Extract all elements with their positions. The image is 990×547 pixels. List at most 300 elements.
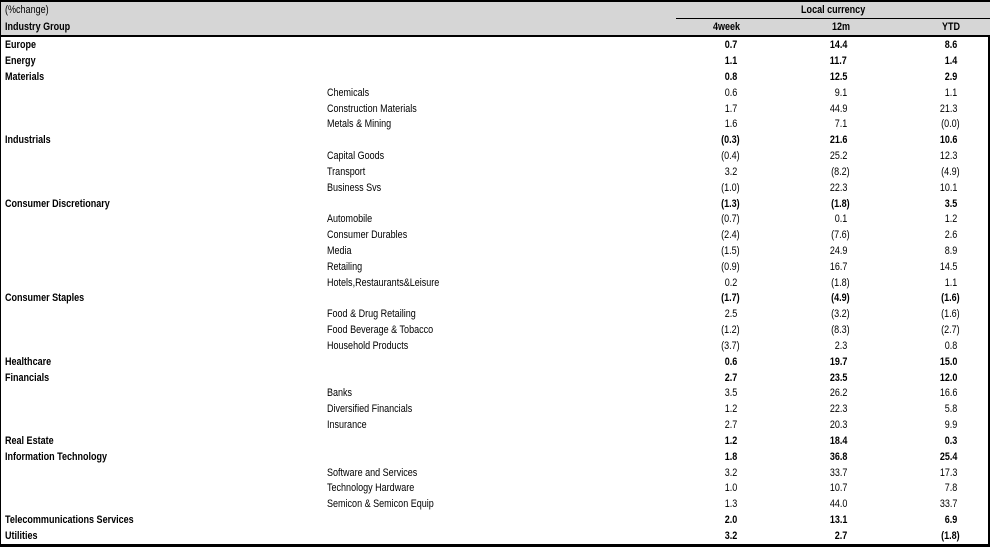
row-label: Energy (5, 55, 36, 68)
industry-subgroup-cell (1, 306, 676, 322)
cell-value: 1.7 (724, 102, 737, 115)
cell-value: 16.7 (829, 260, 847, 273)
cell-value: 7.1 (834, 118, 847, 131)
value-cell-12m (741, 512, 851, 528)
filler-cell (961, 243, 990, 259)
value-cell-ytd (851, 338, 961, 354)
value-cell-4week (676, 354, 741, 370)
column-header-4week (676, 19, 741, 37)
value-cell-4week (676, 196, 741, 212)
cell-value: 1.4 (944, 55, 957, 68)
filler-cell (961, 69, 990, 85)
value-cell-4week (676, 401, 741, 417)
value-cell-4week (676, 259, 741, 275)
industry-group-cell (1, 354, 676, 370)
cell-value: 2.7 (724, 371, 737, 384)
cell-value: 16.6 (939, 387, 957, 400)
row-label: Transport (327, 165, 366, 178)
cell-value: 3.5 (944, 197, 957, 210)
table-row (1, 85, 990, 101)
value-cell-12m (741, 101, 851, 117)
value-cell-ytd (851, 306, 961, 322)
cell-value: (2.7) (941, 324, 960, 337)
value-cell-12m (741, 85, 851, 101)
value-cell-12m (741, 370, 851, 386)
row-header-industry-group (1, 19, 676, 37)
cell-value: 3.2 (724, 529, 737, 542)
value-cell-12m (741, 354, 851, 370)
cell-value: 24.9 (829, 244, 847, 257)
cell-value: 22.3 (829, 403, 847, 416)
value-cell-ytd (851, 164, 961, 180)
value-cell-ytd (851, 53, 961, 69)
filler-cell (961, 433, 990, 449)
value-cell-ytd (851, 36, 961, 53)
cell-value: (0.3) (721, 134, 740, 147)
industry-group-cell (1, 433, 676, 449)
value-cell-4week (676, 417, 741, 433)
row-label: Hotels,Restaurants&Leisure (327, 276, 440, 289)
value-cell-12m (741, 36, 851, 53)
cell-value: (1.8) (831, 276, 850, 289)
value-cell-4week (676, 386, 741, 402)
value-cell-ytd (851, 401, 961, 417)
industry-subgroup-cell (1, 180, 676, 196)
value-cell-4week (676, 69, 741, 85)
row-label: Consumer Durables (327, 229, 408, 242)
value-cell-12m (741, 116, 851, 132)
cell-value: 8.9 (944, 244, 957, 257)
value-cell-4week (676, 164, 741, 180)
filler-cell (961, 370, 990, 386)
cell-value: 44.0 (829, 498, 847, 511)
value-cell-ytd (851, 417, 961, 433)
value-cell-ytd (851, 449, 961, 465)
cell-value: 0.6 (724, 86, 737, 99)
cell-value: (0.9) (721, 260, 740, 273)
cell-value: 25.2 (829, 150, 847, 163)
industry-subgroup-cell (1, 259, 676, 275)
value-cell-12m (741, 528, 851, 544)
row-label: Healthcare (5, 355, 52, 368)
header-row-group (1, 2, 990, 19)
cell-value: 2.5 (724, 308, 737, 321)
row-label: Information Technology (5, 450, 108, 463)
value-cell-12m (741, 465, 851, 481)
filler-cell (961, 180, 990, 196)
table-row (1, 306, 990, 322)
cell-value: (1.3) (721, 197, 740, 210)
value-cell-4week (676, 275, 741, 291)
row-label: Chemicals (327, 86, 370, 99)
row-label: Real Estate (5, 434, 54, 447)
industry-group-cell (1, 196, 676, 212)
value-cell-ytd (851, 211, 961, 227)
cell-value: 0.6 (724, 355, 737, 368)
table-row (1, 401, 990, 417)
cell-value: 9.9 (944, 419, 957, 432)
cell-value: 1.6 (724, 118, 737, 131)
table-row (1, 211, 990, 227)
value-cell-4week (676, 370, 741, 386)
industry-subgroup-cell (1, 243, 676, 259)
cell-value: 1.2 (944, 213, 957, 226)
cell-value: (1.8) (831, 197, 850, 210)
cell-value: (1.8) (941, 529, 960, 542)
filler-cell (961, 322, 990, 338)
column-header-12m (741, 19, 851, 37)
performance-table (1, 2, 990, 544)
table-row (1, 148, 990, 164)
filler-cell (961, 211, 990, 227)
cell-value: 1.1 (944, 276, 957, 289)
value-cell-4week (676, 132, 741, 148)
industry-group-cell (1, 53, 676, 69)
value-cell-12m (741, 259, 851, 275)
value-cell-4week (676, 85, 741, 101)
percent-change-note (1, 2, 676, 19)
cell-value: 6.9 (944, 514, 957, 527)
cell-value: (4.9) (831, 292, 850, 305)
industry-subgroup-cell (1, 417, 676, 433)
industry-group-cell (1, 132, 676, 148)
value-cell-ytd (851, 354, 961, 370)
value-cell-12m (741, 433, 851, 449)
value-cell-12m (741, 417, 851, 433)
cell-value: 9.1 (834, 86, 847, 99)
filler-cell (961, 449, 990, 465)
cell-value: (1.6) (941, 292, 960, 305)
value-cell-ytd (851, 322, 961, 338)
filler-cell (961, 401, 990, 417)
row-label: Media (327, 244, 352, 257)
value-cell-ytd (851, 180, 961, 196)
value-cell-ytd (851, 370, 961, 386)
cell-value: 5.8 (944, 403, 957, 416)
table-header (1, 2, 990, 36)
value-cell-12m (741, 164, 851, 180)
table-row (1, 36, 990, 53)
cell-value: (2.4) (721, 229, 740, 242)
filler-cell (961, 53, 990, 69)
value-cell-12m (741, 196, 851, 212)
industry-subgroup-cell (1, 322, 676, 338)
table-row (1, 259, 990, 275)
value-cell-12m (741, 291, 851, 307)
cell-value: 33.7 (939, 498, 957, 511)
value-cell-ytd (851, 275, 961, 291)
cell-value: 2.9 (944, 70, 957, 83)
cell-value: 2.0 (724, 514, 737, 527)
table-row (1, 433, 990, 449)
value-cell-4week (676, 211, 741, 227)
value-cell-ytd (851, 196, 961, 212)
cell-value: 1.3 (724, 498, 737, 511)
cell-value: 1.2 (724, 434, 737, 447)
cell-value: 10.6 (939, 134, 957, 147)
industry-subgroup-cell (1, 496, 676, 512)
cell-value: (7.6) (831, 229, 850, 242)
value-cell-12m (741, 227, 851, 243)
industry-group-cell (1, 36, 676, 53)
cell-value: (1.6) (941, 308, 960, 321)
cell-value: (4.9) (941, 165, 960, 178)
header-row-columns (1, 19, 990, 37)
cell-value: (1.2) (721, 324, 740, 337)
value-cell-ytd (851, 132, 961, 148)
value-cell-4week (676, 227, 741, 243)
value-cell-ytd (851, 465, 961, 481)
filler-cell (961, 196, 990, 212)
row-label: Business Svs (327, 181, 382, 194)
table-row (1, 291, 990, 307)
value-cell-12m (741, 338, 851, 354)
cell-value: 12.3 (939, 150, 957, 163)
value-cell-ytd (851, 386, 961, 402)
industry-subgroup-cell (1, 338, 676, 354)
cell-value: 0.8 (724, 70, 737, 83)
filler-cell (961, 101, 990, 117)
cell-value: 20.3 (829, 419, 847, 432)
value-cell-ytd (851, 433, 961, 449)
cell-value: 3.2 (724, 466, 737, 479)
value-cell-ytd (851, 243, 961, 259)
row-label: Europe (5, 39, 37, 52)
row-label: Industrials (5, 134, 51, 147)
industry-group-cell (1, 69, 676, 85)
cell-value: 8.6 (944, 39, 957, 52)
value-cell-4week (676, 528, 741, 544)
row-label: Semicon & Semicon Equip (327, 498, 434, 511)
value-cell-12m (741, 148, 851, 164)
value-cell-4week (676, 243, 741, 259)
cell-value: 10.1 (939, 181, 957, 194)
value-cell-4week (676, 338, 741, 354)
cell-value: 21.6 (829, 134, 847, 147)
group-header-local-currency (676, 2, 990, 19)
row-label: Food Beverage & Tobacco (327, 324, 434, 337)
value-cell-12m (741, 180, 851, 196)
value-cell-4week (676, 433, 741, 449)
value-cell-ytd (851, 481, 961, 497)
row-label: Telecommunications Services (5, 514, 134, 527)
cell-value: 7.8 (944, 482, 957, 495)
industry-subgroup-cell (1, 401, 676, 417)
filler-cell (961, 36, 990, 53)
cell-value: (1.0) (721, 181, 740, 194)
table-row (1, 528, 990, 544)
cell-value: 0.7 (724, 39, 737, 52)
industry-group-label: Industry Group (5, 20, 71, 33)
filler-cell (961, 275, 990, 291)
cell-value: 13.1 (829, 514, 847, 527)
value-cell-12m (741, 322, 851, 338)
filler-cell (961, 386, 990, 402)
row-label: Consumer Staples (5, 292, 85, 305)
filler-cell (961, 417, 990, 433)
value-cell-12m (741, 386, 851, 402)
cell-value: 14.5 (939, 260, 957, 273)
cell-value: 1.0 (724, 482, 737, 495)
cell-value: 44.9 (829, 102, 847, 115)
value-cell-4week (676, 116, 741, 132)
industry-subgroup-cell (1, 386, 676, 402)
row-label: Software and Services (327, 466, 418, 479)
cell-value: (0.0) (941, 118, 960, 131)
row-label: Materials (5, 70, 45, 83)
cell-value: 0.8 (944, 339, 957, 352)
industry-subgroup-cell (1, 148, 676, 164)
industry-subgroup-cell (1, 116, 676, 132)
cell-value: 0.1 (834, 213, 847, 226)
cell-value: 23.5 (829, 371, 847, 384)
cell-value: 2.7 (834, 529, 847, 542)
value-cell-4week (676, 180, 741, 196)
table-row (1, 481, 990, 497)
row-label: Retailing (327, 260, 363, 273)
table-row (1, 69, 990, 85)
filler-cell (961, 164, 990, 180)
industry-group-cell (1, 512, 676, 528)
cell-value: 10.7 (829, 482, 847, 495)
cell-value: (8.2) (831, 165, 850, 178)
value-cell-ytd (851, 85, 961, 101)
filler-cell (961, 148, 990, 164)
value-cell-12m (741, 481, 851, 497)
cell-value: (0.7) (721, 213, 740, 226)
filler-cell (961, 354, 990, 370)
table-row (1, 496, 990, 512)
value-cell-12m (741, 53, 851, 69)
value-cell-12m (741, 132, 851, 148)
value-cell-ytd (851, 116, 961, 132)
cell-value: 1.2 (724, 403, 737, 416)
value-cell-ytd (851, 227, 961, 243)
cell-value: (1.5) (721, 244, 740, 257)
cell-value: 22.3 (829, 181, 847, 194)
cell-value: 26.2 (829, 387, 847, 400)
value-cell-12m (741, 401, 851, 417)
column-header-ytd (851, 19, 961, 37)
cell-value: 3.5 (724, 387, 737, 400)
row-label: Construction Materials (327, 102, 417, 115)
value-cell-12m (741, 69, 851, 85)
value-cell-4week (676, 465, 741, 481)
table-row (1, 53, 990, 69)
value-cell-ytd (851, 101, 961, 117)
row-label: Banks (327, 387, 353, 400)
cell-value: 36.8 (829, 450, 847, 463)
row-label: Technology Hardware (327, 482, 415, 495)
row-label: Financials (5, 371, 50, 384)
cell-value: 18.4 (829, 434, 847, 447)
row-label: Capital Goods (327, 150, 385, 163)
industry-subgroup-cell (1, 275, 676, 291)
cell-value: 19.7 (829, 355, 847, 368)
value-cell-4week (676, 512, 741, 528)
value-cell-ytd (851, 148, 961, 164)
filler-cell (961, 512, 990, 528)
cell-value: 25.4 (939, 450, 957, 463)
filler-cell (961, 227, 990, 243)
cell-value: 14.4 (829, 39, 847, 52)
cell-value: 2.6 (944, 229, 957, 242)
row-label: Household Products (327, 339, 409, 352)
filler-cell (961, 259, 990, 275)
value-cell-ytd (851, 528, 961, 544)
industry-group-cell (1, 528, 676, 544)
value-cell-4week (676, 322, 741, 338)
value-cell-ytd (851, 291, 961, 307)
table-row (1, 275, 990, 291)
header-filler-cell (961, 19, 990, 37)
cell-value: (0.4) (721, 150, 740, 163)
industry-subgroup-cell (1, 85, 676, 101)
cell-value: 1.8 (724, 450, 737, 463)
cell-value: 11.7 (829, 55, 847, 68)
value-cell-4week (676, 496, 741, 512)
value-cell-ytd (851, 259, 961, 275)
value-cell-4week (676, 36, 741, 53)
table-row (1, 417, 990, 433)
filler-cell (961, 338, 990, 354)
cell-value: 2.3 (834, 339, 847, 352)
table-body (1, 36, 990, 544)
percent-change-label: (%change) (5, 4, 49, 17)
4week-label: 4week (712, 21, 740, 33)
table-row (1, 386, 990, 402)
cell-value: 21.3 (939, 102, 957, 115)
value-cell-ytd (851, 496, 961, 512)
cell-value: 12.5 (829, 70, 847, 83)
table-row (1, 116, 990, 132)
value-cell-12m (741, 275, 851, 291)
filler-cell (961, 291, 990, 307)
industry-subgroup-cell (1, 227, 676, 243)
table-row (1, 512, 990, 528)
local-currency-label: Local currency (801, 4, 866, 16)
cell-value: (3.2) (831, 308, 850, 321)
value-cell-12m (741, 211, 851, 227)
filler-cell (961, 116, 990, 132)
industry-subgroup-cell (1, 481, 676, 497)
filler-cell (961, 481, 990, 497)
filler-cell (961, 496, 990, 512)
row-label: Metals & Mining (327, 118, 392, 131)
table-row (1, 322, 990, 338)
value-cell-ytd (851, 512, 961, 528)
cell-value: 1.1 (724, 55, 737, 68)
cell-value: 2.7 (724, 419, 737, 432)
filler-cell (961, 306, 990, 322)
industry-subgroup-cell (1, 101, 676, 117)
table-row (1, 227, 990, 243)
cell-value: (3.7) (721, 339, 740, 352)
cell-value: 12.0 (939, 371, 957, 384)
industry-subgroup-cell (1, 164, 676, 180)
value-cell-4week (676, 481, 741, 497)
table-row (1, 370, 990, 386)
value-cell-4week (676, 148, 741, 164)
row-label: Diversified Financials (327, 403, 413, 416)
industry-subgroup-cell (1, 211, 676, 227)
row-label: Insurance (327, 419, 367, 432)
table-row (1, 338, 990, 354)
row-label: Automobile (327, 213, 373, 226)
cell-value: 15.0 (939, 355, 957, 368)
industry-subgroup-cell (1, 465, 676, 481)
filler-cell (961, 528, 990, 544)
